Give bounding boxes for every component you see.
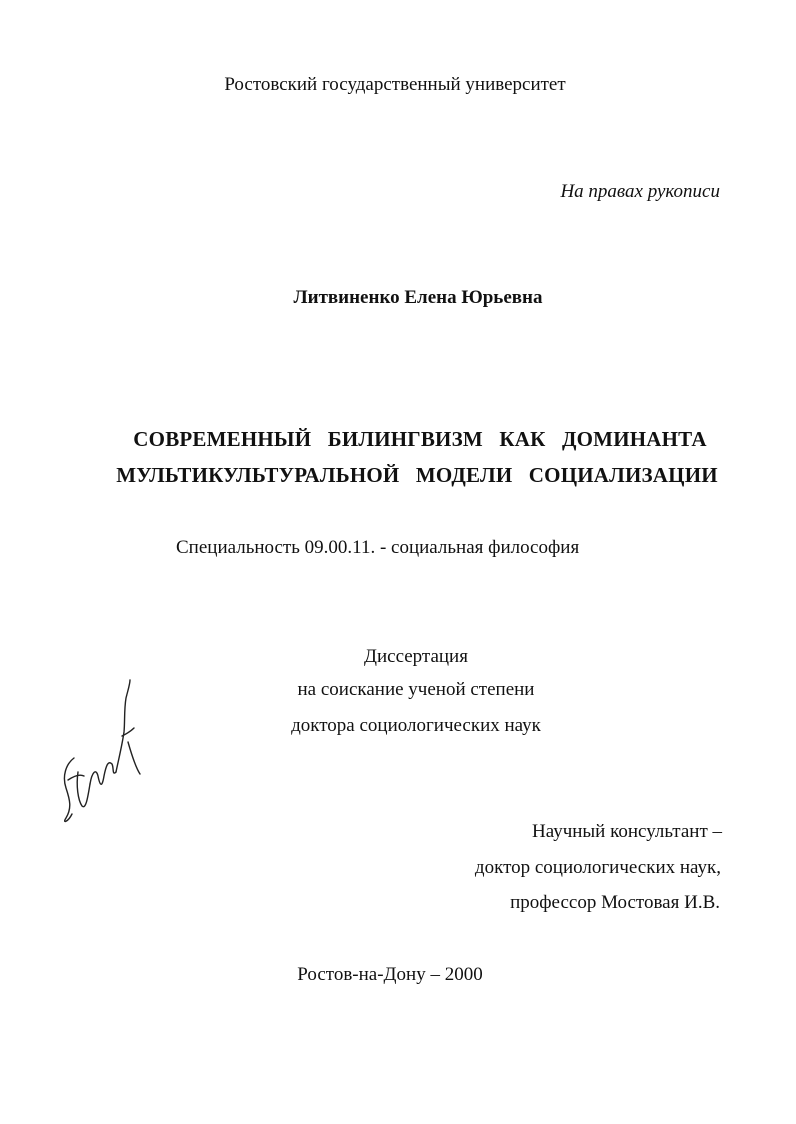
manuscript-note: На правах рукописи <box>560 181 720 202</box>
university-name: Ростовский государственный университет <box>224 74 566 95</box>
advisor-degree: доктор социологических наук, <box>474 857 721 878</box>
advisor-name: профессор Мостовая И.В. <box>510 892 720 913</box>
dissertation-title-line-1: СОВРЕМЕННЫЙ БИЛИНГВИЗМ КАК ДОМИНАНТА <box>133 427 707 451</box>
specialty-line: Специальность 09.00.11. - социальная философия <box>176 537 580 558</box>
advisor-role: Научный консультант – <box>532 821 722 842</box>
author-name: Литвиненко Елена Юрьевна <box>293 287 543 308</box>
dissertation-title-line-2: МУЛЬТИКУЛЬТУРАЛЬНОЙ МОДЕЛИ СОЦИАЛИЗАЦИИ <box>116 463 718 487</box>
city-year: Ростов-на-Дону – 2000 <box>297 964 483 985</box>
degree-name: доктора социологических наук <box>291 715 541 736</box>
degree-purpose: на соискание ученой степени <box>297 679 535 700</box>
dissertation-type: Диссертация <box>364 646 468 667</box>
handwritten-signature <box>52 676 144 826</box>
